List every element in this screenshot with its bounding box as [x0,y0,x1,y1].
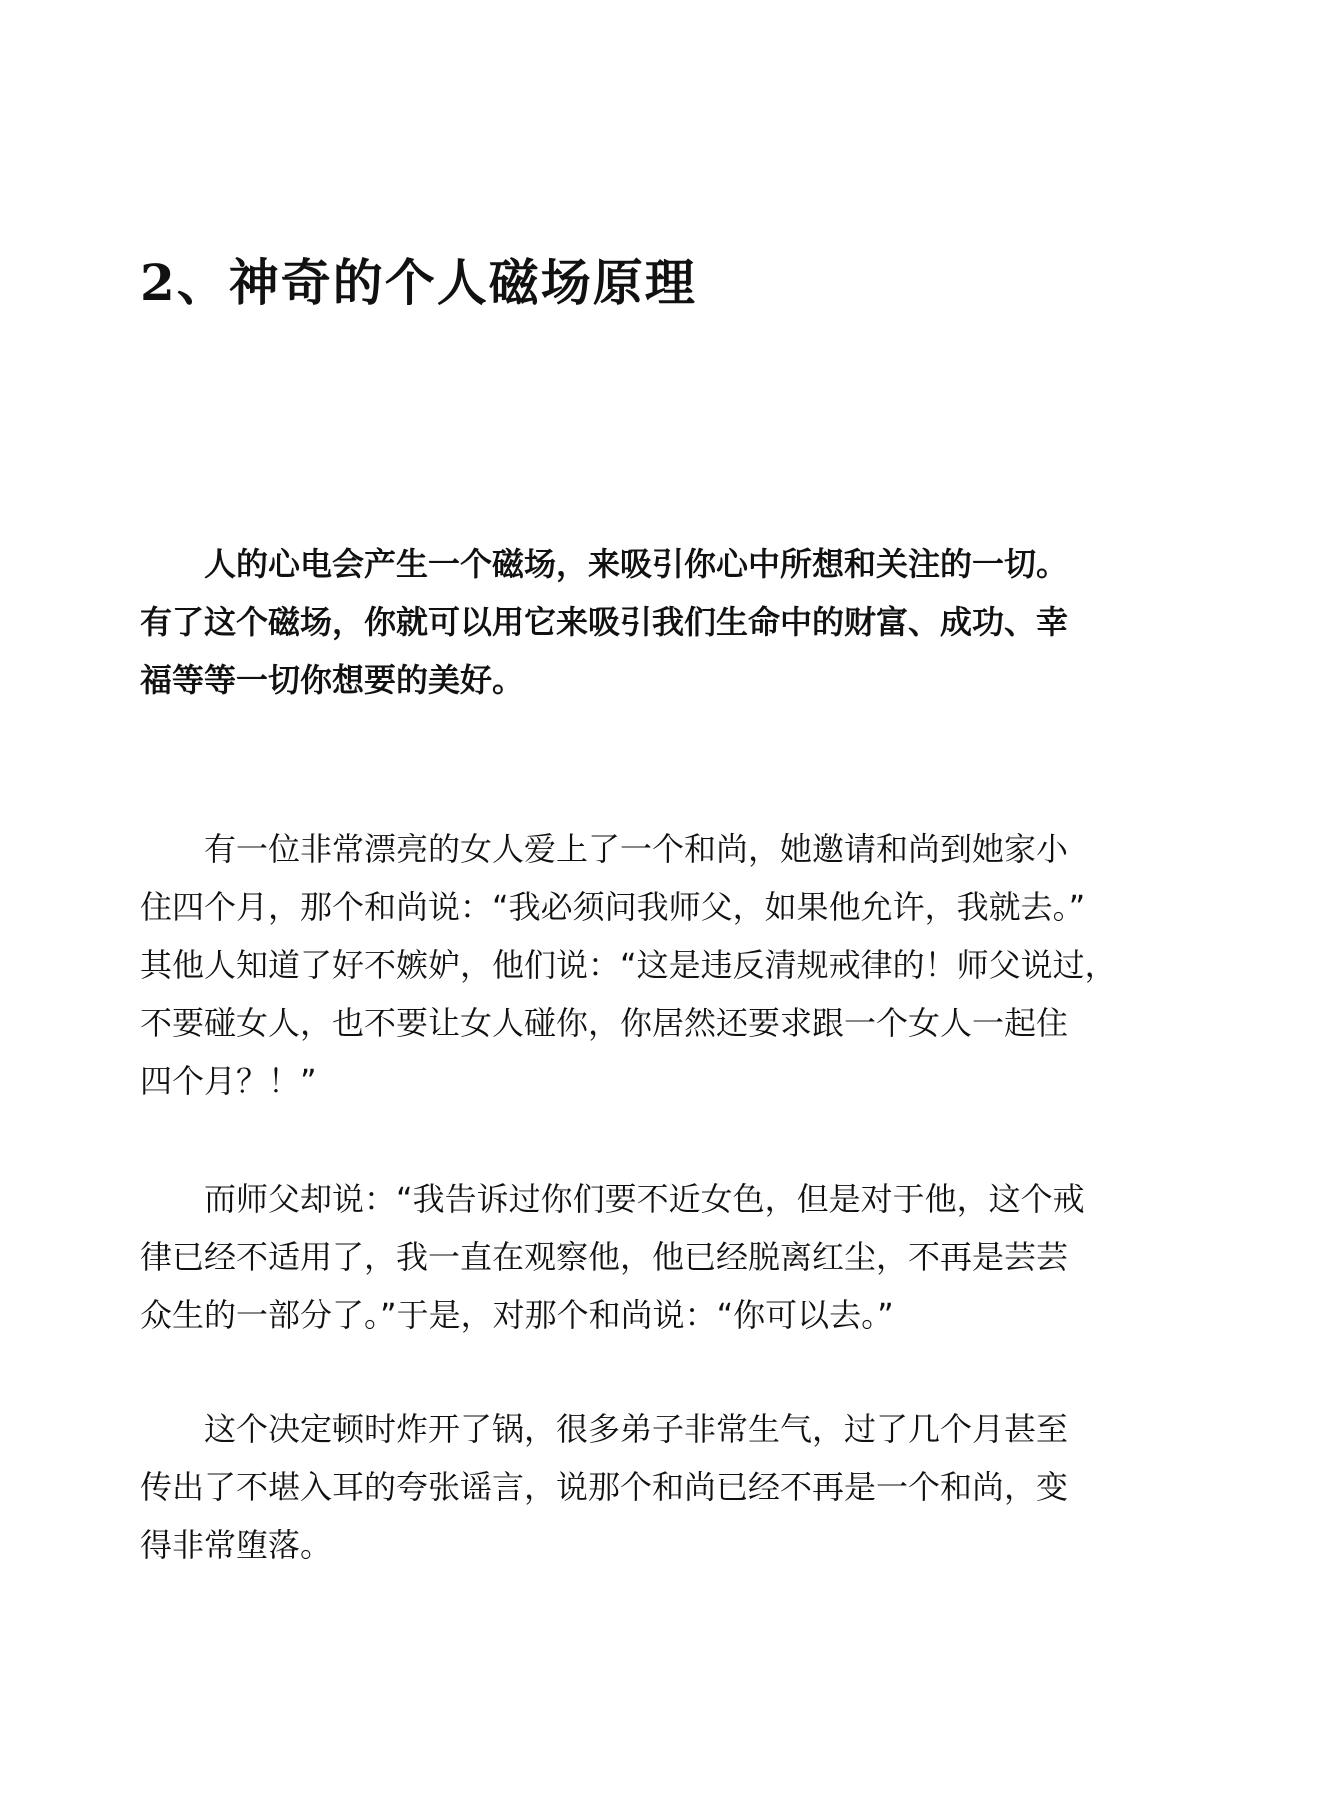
paragraph-line: 四个月？！” [140,1062,317,1100]
paragraph-line: 律已经不适用了，我一直在观察他，他已经脱离红尘，不再是芸芸 [140,1238,1069,1276]
paragraph-line: 福等等一切你想要的美好。 [140,661,525,699]
paragraph-4 [140,1400,1190,1574]
paragraph-line: 众生的一部分了。”于是，对那个和尚说：“你可以去。” [140,1296,894,1334]
paragraph-line: 其他人知道了好不嫉妒，他们说：“这是违反清规戒律的！师父说过， [140,946,1117,984]
paragraph-line: 这个决定顿时炸开了锅，很多弟子非常生气，过了几个月甚至 [140,1410,1069,1448]
paragraph-line: 传出了不堪入耳的夸张谣言，说那个和尚已经不再是一个和尚，变 [140,1468,1069,1506]
paragraph-line: 不要碰女人，也不要让女人碰你，你居然还要求跟一个女人一起住 [140,1004,1069,1042]
paragraph-line: 人的心电会产生一个磁场，来吸引你心中所想和关注的一切。 [140,545,1069,583]
paragraph-line: 而师父却说：“我告诉过你们要不近女色，但是对于他，这个戒 [140,1180,1085,1218]
paragraph-3 [140,1170,1190,1344]
paragraph-line: 有了这个磁场，你就可以用它来吸引我们生命中的财富、成功、幸 [140,603,1069,641]
page-title: 2、神奇的个人磁场原理 [140,253,697,312]
paragraph-1 [140,535,1190,709]
paragraph-2 [140,820,1190,1110]
paragraph-line: 得非常堕落。 [140,1526,333,1564]
paragraph-line: 有一位非常漂亮的女人爱上了一个和尚，她邀请和尚到她家小 [140,830,1069,868]
paragraph-line: 住四个月，那个和尚说：“我必须问我师父，如果他允许，我就去。” [140,888,1086,926]
